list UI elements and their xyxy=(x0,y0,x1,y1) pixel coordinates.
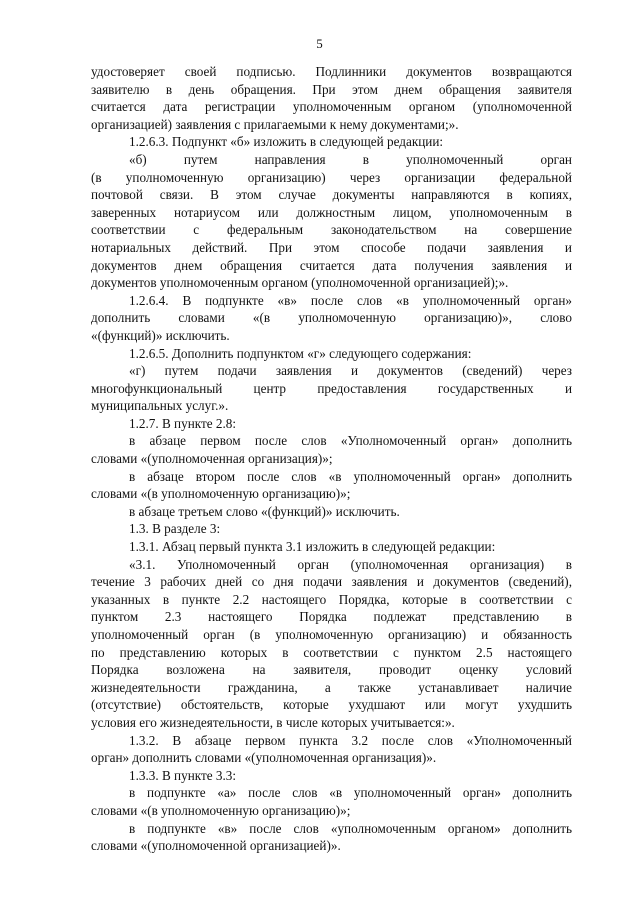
text-line: орган» дополнить словами «(уполномоченная организация)». xyxy=(91,750,437,766)
text-line: в абзаце втором после слов «в уполномоченный орган» дополнить xyxy=(129,468,572,484)
text-line: многофункциональный центр предоставления государственных и xyxy=(91,380,572,396)
text-line: 1.3.3. В пункте 3.3: xyxy=(129,767,237,783)
text-line: 1.3. В разделе 3: xyxy=(129,521,221,537)
text-line: (отсутствие) обстоятельств, которые ухудшают или могут ухудшить xyxy=(91,697,572,713)
text-line: почтовой связи. В этом случае документы направляются в копиях, xyxy=(91,187,572,203)
text-line: «б) путем направления в уполномоченный орган xyxy=(129,151,572,167)
text-line: словами «(в уполномоченную организацию)»; xyxy=(91,802,351,818)
text-line: словами «(в уполномоченную организацию)»; xyxy=(91,486,351,502)
document-body xyxy=(91,63,572,855)
text-line: 1.3.2. В абзаце первом пункта 3.2 после слов «Уполномоченный xyxy=(129,732,572,748)
text-line: заявителю в день обращения. При этом днем обращения заявителя xyxy=(91,81,572,97)
text-line: по представлению которых в соответствии с пунктом 2.5 настоящего xyxy=(91,644,572,660)
text-line: указанных в пункте 2.2 настоящего Порядка, которые в соответствии с xyxy=(91,591,572,607)
text-line: уполномоченный орган (в уполномоченную организацию) и обязанность xyxy=(91,627,572,642)
text-line: течение 3 рабочих дней со дня подачи заявления и документов (сведений), xyxy=(91,574,572,590)
text-line: (в уполномоченную организацию) через организации федеральной xyxy=(91,169,572,185)
text-line: 1.2.6.4. В подпункте «в» после слов «в уполномоченный орган» xyxy=(129,292,572,308)
text-line: Порядка возложена на заявителя, проводит оценку условий xyxy=(91,662,572,678)
text-line: 1.2.6.3. Подпункт «б» изложить в следующей редакции: xyxy=(129,134,444,150)
text-line: условия его жизнедеятельности, в числе которых учитывается:». xyxy=(91,714,455,730)
text-line: 1.2.7. В пункте 2.8: xyxy=(129,415,237,431)
text-line: организацией) заявления с прилагаемыми к нему документами;». xyxy=(91,116,459,132)
text-line: в подпункте «в» после слов «уполномоченным органом» дополнить xyxy=(129,820,572,836)
text-line: словами «(уполномоченной организацией)». xyxy=(91,838,341,854)
text-line: словами «(уполномоченная организация)»; xyxy=(91,451,333,467)
text-line: документов днем обращения считается дата получения заявления и xyxy=(91,257,572,273)
page-number: 5 xyxy=(316,36,323,51)
text-line: нотариальных действий. При этом способе подачи заявления и xyxy=(91,239,572,255)
text-line: 1.2.6.5. Дополнить подпунктом «г» следующего содержания: xyxy=(129,345,472,361)
text-line: в абзаце третьем слово «(функций)» исключить. xyxy=(129,503,400,519)
text-line: удостоверяет своей подписью. Подлинники документов возвращаются xyxy=(91,64,572,79)
text-line: «(функций)» исключить. xyxy=(91,327,230,343)
text-line: в абзаце первом после слов «Уполномоченный орган» дополнить xyxy=(129,433,572,449)
text-line: «3.1. Уполномоченный орган (уполномоченная организация) в xyxy=(129,556,572,572)
text-line: в подпункте «а» после слов «в уполномоченный орган» дополнить xyxy=(129,785,572,801)
text-line: соответствии с федеральным законодательством на совершение xyxy=(91,222,572,238)
text-line: пунктом 2.3 настоящего Порядка подлежат представлению в xyxy=(91,609,572,625)
text-line: 1.3.1. Абзац первый пункта 3.1 изложить в следующей редакции: xyxy=(129,539,496,555)
text-line: заверенных нотариусом или должностным лицом, уполномоченным в xyxy=(91,204,572,220)
text-line: муниципальных услуг.». xyxy=(91,398,229,414)
text-line: «г) путем подачи заявления и документов (сведений) через xyxy=(129,363,572,379)
text-line: считается дата регистрации уполномоченным органом (уполномоченной xyxy=(91,99,572,115)
text-line: документов уполномоченным органом (уполномоченной организацией);». xyxy=(91,275,509,291)
text-line: жизнедеятельности гражданина, а также устанавливает наличие xyxy=(91,679,572,695)
text-line: дополнить словами «(в уполномоченную организацию)», слово xyxy=(91,310,572,326)
